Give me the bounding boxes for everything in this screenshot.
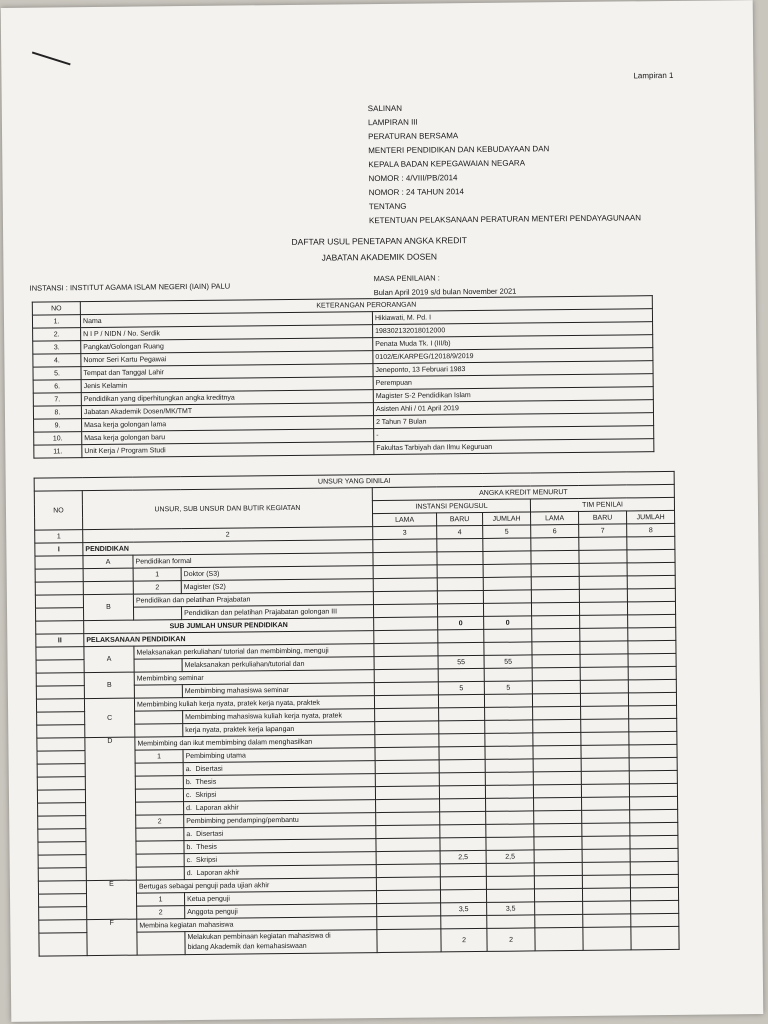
row-value: - — [374, 426, 654, 442]
row-value: 2 Tahun 7 Bulan — [374, 413, 654, 429]
tim-penilai-header: TIM PENILAI — [530, 497, 674, 512]
item-label: kerja nyata, praktek kerja lapangan — [183, 722, 375, 737]
item-label: Magister (S2) — [181, 579, 373, 594]
row-value: Perempuan — [373, 374, 653, 390]
masa-penilaian-value: Bulan April 2019 s/d bulan November 2021 — [373, 286, 517, 298]
item-no: 2 — [136, 815, 184, 829]
subtotal-jumlah: 0 — [484, 616, 532, 630]
personal-info-table — [32, 295, 655, 458]
item-letter: d. — [186, 869, 193, 877]
row-no: 3. — [33, 341, 81, 355]
row-value: 0102/E/KARPEG/12018/9/2019 — [373, 348, 653, 364]
item-text: Skripsi — [195, 856, 218, 864]
item-text: Laporan akhir — [195, 804, 239, 812]
subtotal-label: SUB JUMLAH UNSUR PENDIDIKAN — [84, 618, 374, 634]
angka-kredit-header: ANGKA KREDIT MENURUT — [372, 484, 674, 500]
col-number: 4 — [437, 525, 483, 538]
row-label: Masa kerja golongan lama — [82, 416, 374, 432]
item-text: Laporan akhir — [196, 869, 240, 877]
sub-letter: D — [85, 737, 136, 881]
item-label: Melaksanakan perkuliahan/tutorial dan — [182, 657, 374, 672]
value-jumlah: 2 — [487, 928, 535, 952]
item-label — [185, 930, 377, 955]
col-jumlah: JUMLAH — [627, 510, 675, 524]
item-letter: a. — [186, 830, 193, 838]
value-jumlah: 5 — [484, 681, 532, 695]
sub-title: Membimbing kuliah kerja nyata, pratek kerja nyata, praktek — [134, 696, 374, 712]
header-line: KETENTUAN PELAKSANAAN PERATURAN MENTERI PENDAYAGUNAAN — [368, 213, 642, 226]
sub-title: Bertugas sebagai penguji pada ujian akhir — [136, 878, 376, 894]
item-label: Ketua penguji — [184, 891, 376, 906]
row-no: 5. — [33, 367, 81, 381]
item-letter: d. — [186, 804, 192, 812]
document-page — [1, 0, 764, 1022]
row-value: Fakultas Tarbiyah dan Ilmu Keguruan — [374, 439, 654, 455]
row-value: Penata Muda Tk. I (III/b) — [373, 335, 653, 351]
row-label: Jenis Kelamin — [81, 377, 373, 393]
sub-letter: A — [83, 555, 133, 569]
section-no: II — [36, 634, 84, 648]
document-subtitle: JABATAN AKADEMIK DOSEN — [321, 251, 438, 263]
col-number: 1 — [35, 530, 83, 544]
value-baru: 3,5 — [441, 902, 487, 915]
header-line: KEPALA BADAN KEPEGAWAIAN NEGARA — [368, 158, 526, 170]
row-label: N I P / NIDN / No. Serdik — [81, 325, 373, 341]
row-value: 198302132018012000 — [373, 322, 653, 338]
instansi-pengusul-header: INSTANSI PENGUSUL — [372, 499, 530, 514]
row-label: Pangkat/Golongan Ruang — [81, 338, 373, 354]
row-label: Pendidikan yang diperhitungkan angka kreditnya — [81, 390, 373, 406]
item-label: Membimbing mahasiswa kuliah kerja nyata, pratek — [183, 709, 375, 724]
row-value: Hikiawati, M. Pd. I — [372, 309, 652, 325]
lampiran-label: Lampiran 1 — [633, 70, 674, 81]
col-baru: BARU — [437, 512, 483, 525]
row-no: 8. — [33, 406, 81, 420]
sub-title: Membina kegiatan mahasiswa — [137, 917, 377, 933]
item-text: Disertasi — [195, 765, 223, 773]
unsur-header: UNSUR, SUB UNSUR DAN BUTIR KEGIATAN — [82, 488, 372, 530]
sub-title: Melaksanakan perkuliahan/ tutorial dan membimbing, menguji — [134, 644, 374, 660]
item-letter: c. — [185, 791, 192, 799]
row-label: Nama — [80, 312, 372, 328]
unsur-dinilai-heading: UNSUR YANG DINILAI — [34, 471, 674, 491]
value-baru: 55 — [438, 655, 484, 668]
pen-mark — [32, 52, 71, 66]
row-no: 1. — [32, 315, 80, 329]
item-letter: a. — [185, 765, 192, 773]
item-text: Melakukan pembinaan kegiatan mahasiswa di — [187, 932, 331, 942]
col-no-header: NO — [34, 491, 82, 531]
item-no: 1 — [135, 750, 183, 764]
header-line: PERATURAN BERSAMA — [368, 131, 459, 142]
sub-letter: F — [87, 919, 137, 956]
masa-penilaian-label: MASA PENILAIAN : — [373, 273, 440, 284]
row-label: Jabatan Akademik Dosen/MK/TMT — [81, 403, 373, 419]
row-value: Asisten Ahli / 01 April 2019 — [373, 400, 653, 416]
section-no: I — [35, 543, 83, 557]
col-number: 2 — [83, 527, 373, 543]
item-label: Pembimbing pendamping/pembantu — [184, 813, 376, 828]
item-label: Anggota penguji — [185, 904, 377, 919]
section-title: PENDIDIKAN — [83, 540, 373, 556]
row-label: Unit Kerja / Program Studi — [82, 442, 374, 458]
row-label: Masa kerja golongan baru — [82, 429, 374, 445]
row-no: 11. — [34, 445, 82, 459]
col-no-header: NO — [32, 302, 80, 316]
item-no: 1 — [133, 568, 181, 582]
item-text: Skripsi — [195, 791, 217, 799]
item-letter: c. — [186, 856, 193, 864]
row-label: Nomor Seri Kartu Pegawai — [81, 351, 373, 367]
header-line: NOMOR : 24 TAHUN 2014 — [368, 187, 465, 198]
header-line: SALINAN — [367, 103, 403, 114]
row-no: 6. — [33, 380, 81, 394]
row-no: 2. — [33, 328, 81, 342]
header-line: MENTERI PENDIDIKAN DAN KEBUDAYAAN DAN — [368, 144, 550, 156]
col-lama: LAMA — [373, 513, 437, 527]
sub-letter: C — [84, 698, 134, 738]
sub-letter: E — [86, 880, 136, 920]
regulation-header — [368, 99, 641, 228]
item-letter: b. — [185, 778, 192, 786]
col-jumlah: JUMLAH — [483, 512, 531, 526]
item-letter: b. — [186, 843, 193, 851]
document-title: DAFTAR USUL PENETAPAN ANGKA KREDIT — [291, 235, 467, 247]
col-number: 3 — [373, 526, 437, 540]
item-no: 2 — [133, 581, 181, 595]
sub-letter: B — [83, 594, 133, 621]
row-label: Tempat dan Tanggal Lahir — [81, 364, 373, 380]
row-no: 4. — [33, 354, 81, 368]
item-label: Doktor (S3) — [181, 566, 373, 581]
value-baru: 2 — [441, 928, 487, 951]
value-jumlah: 55 — [484, 655, 532, 669]
row-no: 7. — [33, 393, 81, 407]
header-line: TENTANG — [368, 201, 407, 212]
item-text: Thesis — [195, 778, 217, 786]
value-jumlah: 3,5 — [487, 902, 535, 916]
col-number: 5 — [483, 525, 531, 539]
row-no: 9. — [34, 419, 82, 433]
row-value: Magister S-2 Pendidikan Islam — [373, 387, 653, 403]
col-number: 6 — [531, 524, 579, 538]
instansi-label: INSTANSI : INSTITUT AGAMA ISLAM NEGERI (IAIN) PALU — [29, 281, 231, 293]
subtotal-baru: 0 — [438, 616, 484, 629]
header-line: LAMPIRAN III — [367, 117, 418, 128]
item-label: Pendidikan dan pelatihan Prajabatan golongan III — [181, 605, 373, 620]
item-text: Disertasi — [196, 830, 224, 838]
value-baru: 5 — [438, 681, 484, 694]
item-label: Pembimbing utama — [183, 748, 375, 763]
col-baru: BARU — [579, 511, 627, 525]
sub-title: Membimbing seminar — [134, 670, 374, 686]
col-number: 7 — [579, 524, 627, 538]
sub-title: Pendidikan formal — [133, 553, 373, 569]
row-no: 10. — [34, 432, 82, 446]
sub-letter: B — [84, 672, 134, 699]
item-label: Membimbing mahasiswa seminar — [182, 683, 374, 698]
sub-title: Pendidikan dan pelatihan Prajabatan — [133, 592, 373, 608]
item-no: 1 — [136, 893, 184, 907]
item-text: bidang Akademik dan kemahasiswaan — [187, 942, 307, 952]
row-value: Jeneponto, 13 Februari 1983 — [373, 361, 653, 377]
sub-letter: A — [84, 646, 134, 673]
value-jumlah: 2,5 — [486, 850, 534, 864]
col-number: 8 — [627, 523, 675, 537]
sub-title: Membimbing dan ikut membimbing dalam menghasilkan — [135, 735, 375, 751]
item-text: Thesis — [196, 843, 217, 851]
col-lama: LAMA — [531, 511, 579, 525]
item-no: 2 — [137, 906, 185, 920]
header-line: NOMOR : 4/VIII/PB/2014 — [368, 173, 458, 184]
value-baru: 2,5 — [440, 850, 486, 863]
section-title: PELAKSANAAN PENDIDIKAN — [84, 631, 374, 647]
keterangan-heading: KETERANGAN PERORANGAN — [80, 296, 652, 315]
credit-score-table — [34, 471, 680, 957]
